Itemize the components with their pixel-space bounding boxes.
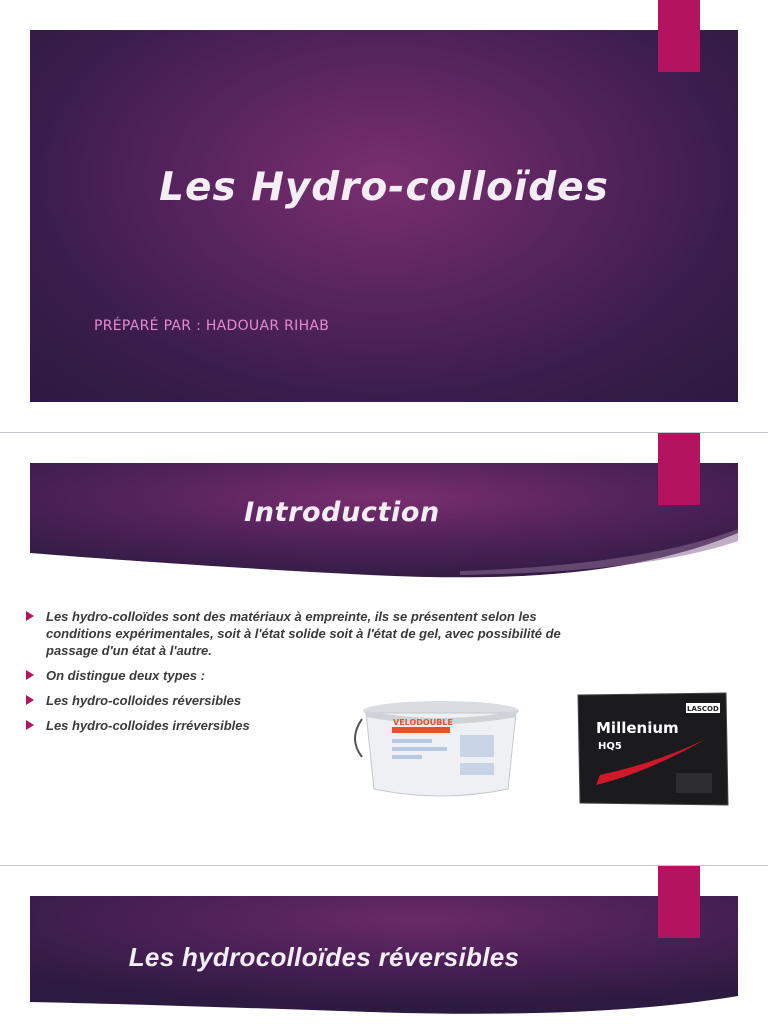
title-banner	[30, 30, 738, 402]
slide-introduction	[0, 433, 768, 865]
presentation-title: Les Hydro-colloïdes	[159, 165, 609, 210]
pack-variant: HQ5	[598, 741, 622, 752]
bullet-arrow-icon	[26, 720, 34, 730]
list-item: Les hydro-colloïdes sont des matériaux à empreinte, ils se présentent selon les conditions expérimentales, soit à l'état solide soit à l'état de gel, avec possibilité de passage d'un état à l'autre.	[24, 608, 584, 659]
bullet-arrow-icon	[26, 695, 34, 705]
accent-tab	[658, 866, 700, 938]
slide-title	[0, 0, 768, 432]
pack-brand: Millenium	[596, 719, 679, 737]
bullet-arrow-icon	[26, 670, 34, 680]
bucket-brand: VELODOUBLE	[393, 718, 453, 727]
plaster-bucket-image	[340, 651, 530, 851]
alginate-pack-image	[556, 653, 746, 853]
slide-heading: Introduction	[244, 497, 440, 528]
slide-reversible	[0, 866, 768, 1024]
presentation-subtitle: PRÉPARÉ PAR : HADOUAR RIHAB	[94, 318, 330, 334]
bullet-arrow-icon	[26, 611, 34, 621]
list-item: On distingue deux types :	[24, 667, 584, 684]
accent-tab	[658, 433, 700, 505]
list-item: Les hydro-colloides irréversibles	[24, 717, 584, 734]
pack-maker: LASCOD	[687, 705, 719, 713]
slide-heading: Les hydrocolloïdes réversibles	[128, 942, 520, 972]
accent-tab	[658, 0, 700, 72]
list-item: Les hydro-colloides réversibles	[24, 692, 584, 709]
